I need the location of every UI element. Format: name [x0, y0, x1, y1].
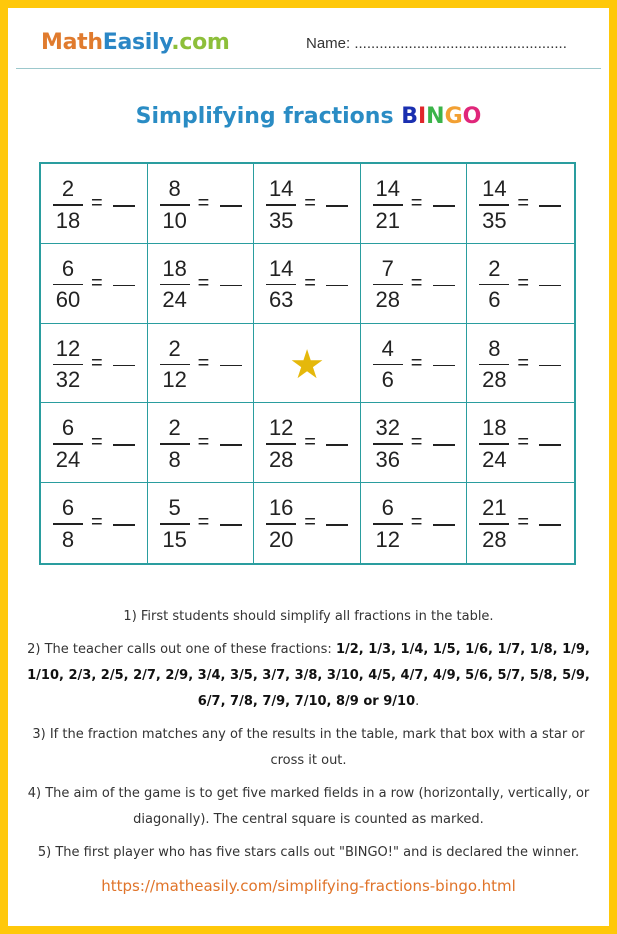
equals-sign: =	[197, 271, 210, 294]
bingo-cell[interactable]	[148, 403, 255, 483]
equals-sign: =	[517, 431, 530, 454]
bingo-cell[interactable]	[148, 324, 255, 404]
numerator: 18	[162, 255, 187, 281]
bingo-cell[interactable]	[361, 403, 468, 483]
denominator: 21	[375, 207, 401, 233]
fraction-bar	[266, 523, 296, 525]
answer-blank[interactable]	[113, 524, 135, 526]
fraction	[160, 415, 190, 473]
fraction-bar	[53, 284, 83, 286]
site-logo: MathEasily.com	[41, 30, 230, 55]
fraction-bar	[479, 204, 509, 206]
answer-blank[interactable]	[220, 524, 242, 526]
equals-sign: =	[197, 511, 210, 534]
fraction-bar	[53, 523, 83, 525]
denominator: 24	[55, 446, 81, 472]
fraction-bar	[160, 523, 190, 525]
answer-blank[interactable]	[539, 444, 561, 446]
denominator: 8	[61, 526, 75, 552]
bingo-cell[interactable]	[254, 164, 361, 244]
bingo-cell[interactable]	[467, 483, 574, 563]
equals-sign: =	[410, 431, 423, 454]
answer-blank[interactable]	[113, 444, 135, 446]
fraction	[479, 415, 509, 473]
denominator: 28	[268, 446, 294, 472]
answer-blank[interactable]	[220, 205, 242, 207]
fraction	[373, 256, 403, 314]
fraction	[53, 176, 83, 234]
equals-sign: =	[91, 511, 103, 534]
fraction	[373, 495, 403, 553]
equals-sign: =	[197, 192, 210, 214]
bingo-cell[interactable]	[148, 483, 255, 563]
answer-blank[interactable]	[433, 365, 455, 367]
equals-sign: =	[91, 351, 103, 374]
fraction-bar	[479, 443, 509, 445]
numerator: 6	[381, 495, 394, 521]
bingo-cell[interactable]	[467, 244, 574, 324]
numerator: 16	[268, 495, 294, 521]
fraction-bar	[373, 523, 403, 525]
fraction-bar	[479, 364, 509, 366]
bingo-cell[interactable]	[361, 164, 468, 244]
fraction	[266, 256, 296, 314]
equals-sign: =	[91, 431, 103, 454]
answer-blank[interactable]	[326, 285, 348, 287]
fraction	[53, 336, 83, 394]
answer-blank[interactable]	[326, 444, 348, 446]
answer-blank[interactable]	[539, 205, 561, 207]
numerator: 6	[61, 415, 75, 441]
denominator: 8	[168, 446, 181, 472]
equals-sign: =	[197, 351, 210, 374]
numerator: 5	[168, 495, 181, 521]
bingo-cell[interactable]	[254, 324, 361, 404]
answer-blank[interactable]	[220, 365, 242, 367]
fraction-bar	[266, 204, 296, 206]
fraction-bar	[160, 364, 190, 366]
denominator: 63	[268, 287, 294, 313]
numerator: 8	[488, 335, 501, 361]
answer-blank[interactable]	[539, 285, 561, 287]
answer-blank[interactable]	[433, 444, 455, 446]
denominator: 35	[268, 207, 294, 233]
bingo-cell[interactable]	[467, 164, 574, 244]
bingo-cell[interactable]	[254, 244, 361, 324]
bingo-cell[interactable]	[361, 244, 468, 324]
denominator: 24	[162, 287, 187, 313]
equals-sign: =	[91, 192, 103, 214]
fraction	[160, 495, 190, 553]
fraction	[53, 256, 83, 314]
bingo-cell[interactable]	[41, 324, 148, 404]
name-field: Name: ...................................................	[306, 35, 567, 52]
fraction-bar	[266, 443, 296, 445]
numerator: 7	[381, 255, 394, 281]
footer-url[interactable]: https://matheasily.com/simplifying-fractions-bingo.html	[101, 877, 516, 895]
denominator: 60	[55, 287, 81, 313]
numerator: 2	[168, 335, 181, 361]
equals-sign: =	[304, 511, 316, 534]
star-icon: ★	[289, 342, 325, 387]
bingo-cell[interactable]	[41, 244, 148, 324]
fraction-bar	[373, 204, 403, 206]
denominator: 28	[375, 287, 401, 313]
page-title: Simplifying fractions BINGO	[135, 104, 482, 129]
equals-sign: =	[197, 431, 210, 454]
fraction-bar	[53, 443, 83, 445]
bingo-cell[interactable]	[41, 164, 148, 244]
equals-sign: =	[304, 431, 316, 454]
numerator: 12	[268, 415, 294, 441]
equals-sign: =	[517, 351, 530, 374]
fraction-bar	[373, 443, 403, 445]
denominator: 24	[482, 446, 507, 472]
answer-blank[interactable]	[113, 365, 135, 367]
fraction-bar	[266, 284, 296, 286]
equals-sign: =	[91, 271, 103, 294]
bingo-cell[interactable]	[148, 164, 255, 244]
denominator: 12	[375, 526, 401, 552]
worksheet-page	[8, 8, 609, 926]
fraction-bar	[160, 204, 190, 206]
bingo-cell[interactable]	[254, 483, 361, 563]
fraction-bar	[373, 284, 403, 286]
header-divider	[16, 68, 601, 69]
fraction	[53, 495, 83, 553]
fraction	[373, 176, 403, 234]
instruction-2: 2) The teacher calls out one of these fractions: 1/2, 1/3, 1/4, 1/5, 1/6, 1/7, 1/8, 1/9, 1/10, 2/3, 2/5, 2/7, 2/9, 3/4, 3/5, 3/7, 3/8, 3/10, 4/5, 4/7, 4/9, 5/6, 5/7, 5/8, 5/9, 6/7, 7/8, 7/9, 7/10, 8/9 or 9/10.	[27, 642, 590, 709]
answer-blank[interactable]	[539, 524, 561, 526]
bingo-cell[interactable]	[361, 483, 468, 563]
denominator: 35	[482, 207, 507, 233]
equals-sign: =	[410, 351, 423, 374]
numerator: 6	[61, 255, 75, 281]
instruction-3: 3) If the fraction matches any of the results in the table, mark that box with a star or cross it out.	[32, 727, 585, 768]
numerator: 2	[61, 176, 75, 201]
numerator: 6	[61, 495, 75, 521]
fraction	[373, 415, 403, 473]
equals-sign: =	[304, 192, 316, 214]
answer-blank[interactable]	[220, 444, 242, 446]
numerator: 32	[375, 415, 401, 441]
fraction	[479, 176, 509, 234]
answer-blank[interactable]	[326, 524, 348, 526]
instruction-4: 4) The aim of the game is to get five marked fields in a row (horizontally, vertically, or diagonally). The central square is counted as marked.	[27, 786, 590, 827]
numerator: 21	[482, 495, 507, 521]
bingo-cell[interactable]	[41, 403, 148, 483]
fraction	[266, 176, 296, 234]
bingo-cell[interactable]	[467, 403, 574, 483]
answer-blank[interactable]	[326, 205, 348, 207]
bingo-cell[interactable]	[148, 244, 255, 324]
fraction-bar	[479, 284, 509, 286]
numerator: 12	[55, 335, 81, 361]
denominator: 20	[268, 526, 294, 552]
fraction-bar	[160, 284, 190, 286]
equals-sign: =	[410, 192, 423, 214]
fraction	[266, 495, 296, 553]
fraction	[160, 176, 190, 234]
fraction-bar	[53, 204, 83, 206]
denominator: 6	[488, 287, 501, 313]
fraction	[479, 495, 509, 553]
fraction-bar	[373, 364, 403, 366]
denominator: 15	[162, 526, 187, 552]
numerator: 8	[168, 176, 181, 201]
numerator: 14	[268, 176, 294, 201]
fraction	[479, 336, 509, 394]
numerator: 2	[168, 415, 181, 441]
fraction	[373, 336, 403, 394]
numerator: 14	[375, 176, 401, 201]
denominator: 6	[381, 367, 394, 393]
instruction-5: 5) The first player who has five stars calls out "BINGO!" and is declared the winner.	[37, 845, 580, 860]
denominator: 10	[162, 207, 187, 233]
fraction	[479, 256, 509, 314]
bingo-grid	[39, 162, 576, 565]
equals-sign: =	[410, 271, 423, 294]
answer-blank[interactable]	[433, 205, 455, 207]
equals-sign: =	[304, 271, 316, 294]
answer-blank[interactable]	[433, 524, 455, 526]
bingo-cell[interactable]	[41, 483, 148, 563]
numerator: 18	[482, 415, 507, 441]
answer-blank[interactable]	[113, 285, 135, 287]
fraction-bar	[53, 364, 83, 366]
fraction	[266, 415, 296, 473]
numerator: 14	[268, 255, 294, 281]
numerator: 4	[381, 335, 394, 361]
denominator: 28	[482, 367, 507, 393]
denominator: 18	[55, 207, 81, 233]
fraction	[160, 336, 190, 394]
answer-blank[interactable]	[539, 365, 561, 367]
numerator: 2	[488, 255, 501, 281]
bingo-cell[interactable]	[467, 324, 574, 404]
fraction	[53, 415, 83, 473]
equals-sign: =	[517, 192, 530, 214]
instruction-1: 1) First students should simplify all fractions in the table.	[123, 609, 494, 624]
answer-blank[interactable]	[433, 285, 455, 287]
answer-blank[interactable]	[220, 285, 242, 287]
numerator: 14	[482, 176, 507, 201]
equals-sign: =	[517, 271, 530, 294]
denominator: 36	[375, 446, 401, 472]
instructions	[18, 604, 599, 899]
fraction-bar	[160, 443, 190, 445]
denominator: 28	[482, 526, 507, 552]
bingo-cell[interactable]	[361, 324, 468, 404]
equals-sign: =	[410, 511, 423, 534]
fraction	[160, 256, 190, 314]
denominator: 12	[162, 367, 187, 393]
denominator: 32	[55, 367, 81, 393]
answer-blank[interactable]	[113, 205, 135, 207]
equals-sign: =	[517, 511, 530, 534]
fraction-bar	[479, 523, 509, 525]
bingo-cell[interactable]	[254, 403, 361, 483]
